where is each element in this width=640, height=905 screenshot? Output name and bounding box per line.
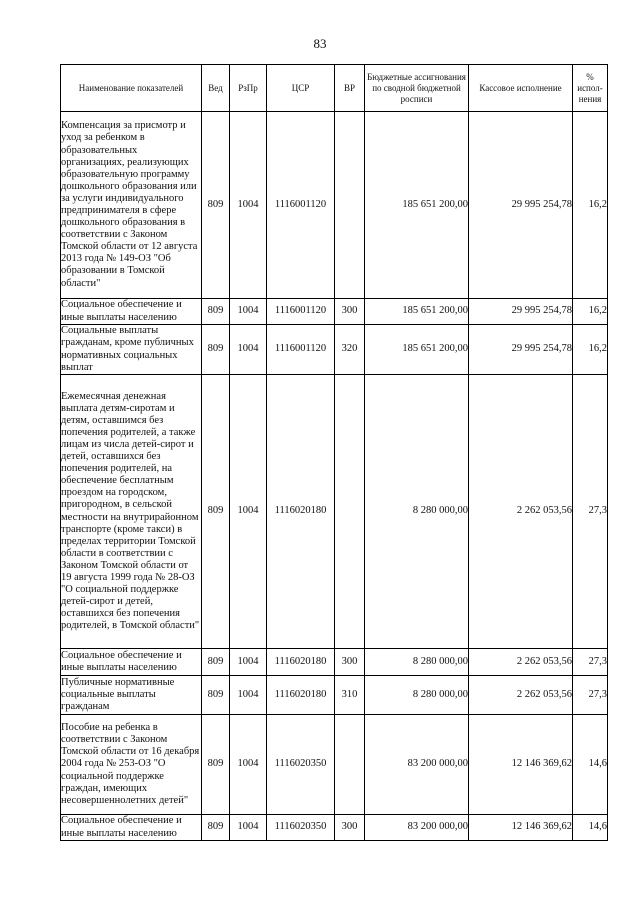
header-rzpr: РзПр	[230, 65, 267, 112]
cell-csr: 1116020180	[267, 375, 335, 649]
cell-cash: 2 262 053,56	[469, 649, 573, 676]
header-cash: Кассовое исполнение	[469, 65, 573, 112]
header-budget: Бюджетные ассигнования по сводной бюджетной росписи	[365, 65, 469, 112]
cell-budget: 83 200 000,00	[365, 815, 469, 841]
table-header-row	[61, 65, 608, 112]
cell-cash: 2 262 053,56	[469, 375, 573, 649]
cell-cash: 29 995 254,78	[469, 112, 573, 299]
cell-vr: 320	[335, 325, 365, 375]
table-row	[61, 299, 608, 325]
cell-csr: 1116001120	[267, 112, 335, 299]
cell-cash: 29 995 254,78	[469, 299, 573, 325]
cell-name: Социальное обеспечение и иные выплаты населению	[61, 815, 202, 841]
table-row	[61, 112, 608, 299]
header-vr: ВР	[335, 65, 365, 112]
cell-percent: 14,6	[573, 715, 608, 815]
budget-execution-table	[60, 64, 608, 841]
cell-cash: 29 995 254,78	[469, 325, 573, 375]
table-row	[61, 375, 608, 649]
cell-csr: 1116001120	[267, 299, 335, 325]
table-row	[61, 715, 608, 815]
cell-budget: 83 200 000,00	[365, 715, 469, 815]
cell-name: Публичные нормативные социальные выплаты гражданам	[61, 676, 202, 715]
cell-rzpr: 1004	[230, 299, 267, 325]
cell-csr: 1116001120	[267, 325, 335, 375]
cell-percent: 27,3	[573, 649, 608, 676]
cell-budget: 8 280 000,00	[365, 375, 469, 649]
cell-percent: 16,2	[573, 325, 608, 375]
cell-vr	[335, 112, 365, 299]
cell-budget: 185 651 200,00	[365, 299, 469, 325]
cell-percent: 27,3	[573, 375, 608, 649]
cell-vr: 300	[335, 649, 365, 676]
cell-rzpr: 1004	[230, 325, 267, 375]
cell-ved: 809	[202, 375, 230, 649]
header-ved: Вед	[202, 65, 230, 112]
cell-cash: 2 262 053,56	[469, 676, 573, 715]
cell-csr: 1116020180	[267, 676, 335, 715]
cell-cash: 12 146 369,62	[469, 815, 573, 841]
cell-ved: 809	[202, 715, 230, 815]
cell-name: Социальное обеспечение и иные выплаты населению	[61, 649, 202, 676]
cell-percent: 27,3	[573, 676, 608, 715]
cell-ved: 809	[202, 649, 230, 676]
cell-vr	[335, 375, 365, 649]
table-row	[61, 649, 608, 676]
cell-vr: 310	[335, 676, 365, 715]
cell-name: Ежемесячная денежная выплата детям-сиротам и детям, оставшимся без попечения родителей, а также лицам из числа детей-сирот и детей, оставшихся без попечения родителей, на обеспечение бесплатным проездом на городском, пригородном, в сельской местности на внутрирайонном транспорте (кроме такси) в пределах территории Томской области в соответствии с Законом Томской области от 19 августа 1999 года № 28-ОЗ "О социальной поддержке детей-сирот и детей, оставшихся без попечения родителей, в Томской области"	[61, 375, 202, 649]
cell-vr: 300	[335, 299, 365, 325]
cell-name: Социальное обеспечение и иные выплаты населению	[61, 299, 202, 325]
cell-ved: 809	[202, 325, 230, 375]
cell-ved: 809	[202, 112, 230, 299]
cell-cash: 12 146 369,62	[469, 715, 573, 815]
cell-percent: 16,2	[573, 112, 608, 299]
page-number: 83	[313, 36, 327, 51]
table-row	[61, 676, 608, 715]
cell-rzpr: 1004	[230, 815, 267, 841]
cell-ved: 809	[202, 676, 230, 715]
cell-ved: 809	[202, 815, 230, 841]
header-name: Наименование показателей	[61, 65, 202, 112]
table-row	[61, 325, 608, 375]
cell-budget: 185 651 200,00	[365, 325, 469, 375]
cell-budget: 8 280 000,00	[365, 676, 469, 715]
cell-budget: 185 651 200,00	[365, 112, 469, 299]
header-csr: ЦСР	[267, 65, 335, 112]
cell-rzpr: 1004	[230, 676, 267, 715]
cell-csr: 1116020350	[267, 715, 335, 815]
cell-rzpr: 1004	[230, 375, 267, 649]
cell-rzpr: 1004	[230, 112, 267, 299]
cell-rzpr: 1004	[230, 649, 267, 676]
cell-name: Социальные выплаты гражданам, кроме публичных нормативных социальных выплат	[61, 325, 202, 375]
header-percent: % испол-нения	[573, 65, 608, 112]
cell-rzpr: 1004	[230, 715, 267, 815]
cell-name: Пособие на ребенка в соответствии с Законом Томской области от 16 декабря 2004 года № 253-ОЗ "О социальной поддержке граждан, имеющих несовершеннолетних детей"	[61, 715, 202, 815]
cell-vr	[335, 715, 365, 815]
cell-vr: 300	[335, 815, 365, 841]
cell-percent: 16,2	[573, 299, 608, 325]
cell-name: Компенсация за присмотр и уход за ребенком в образовательных организациях, реализующих образовательную программу дошкольного образования или за услуги индивидуального предпринимателя в сфере дошкольного образования в соответствии с Законом Томской области от 12 августа 2013 года № 149-ОЗ "Об образовании в Томской области"	[61, 112, 202, 299]
cell-csr: 1116020180	[267, 649, 335, 676]
cell-percent: 14,6	[573, 815, 608, 841]
cell-budget: 8 280 000,00	[365, 649, 469, 676]
cell-ved: 809	[202, 299, 230, 325]
cell-csr: 1116020350	[267, 815, 335, 841]
table-row	[61, 815, 608, 841]
